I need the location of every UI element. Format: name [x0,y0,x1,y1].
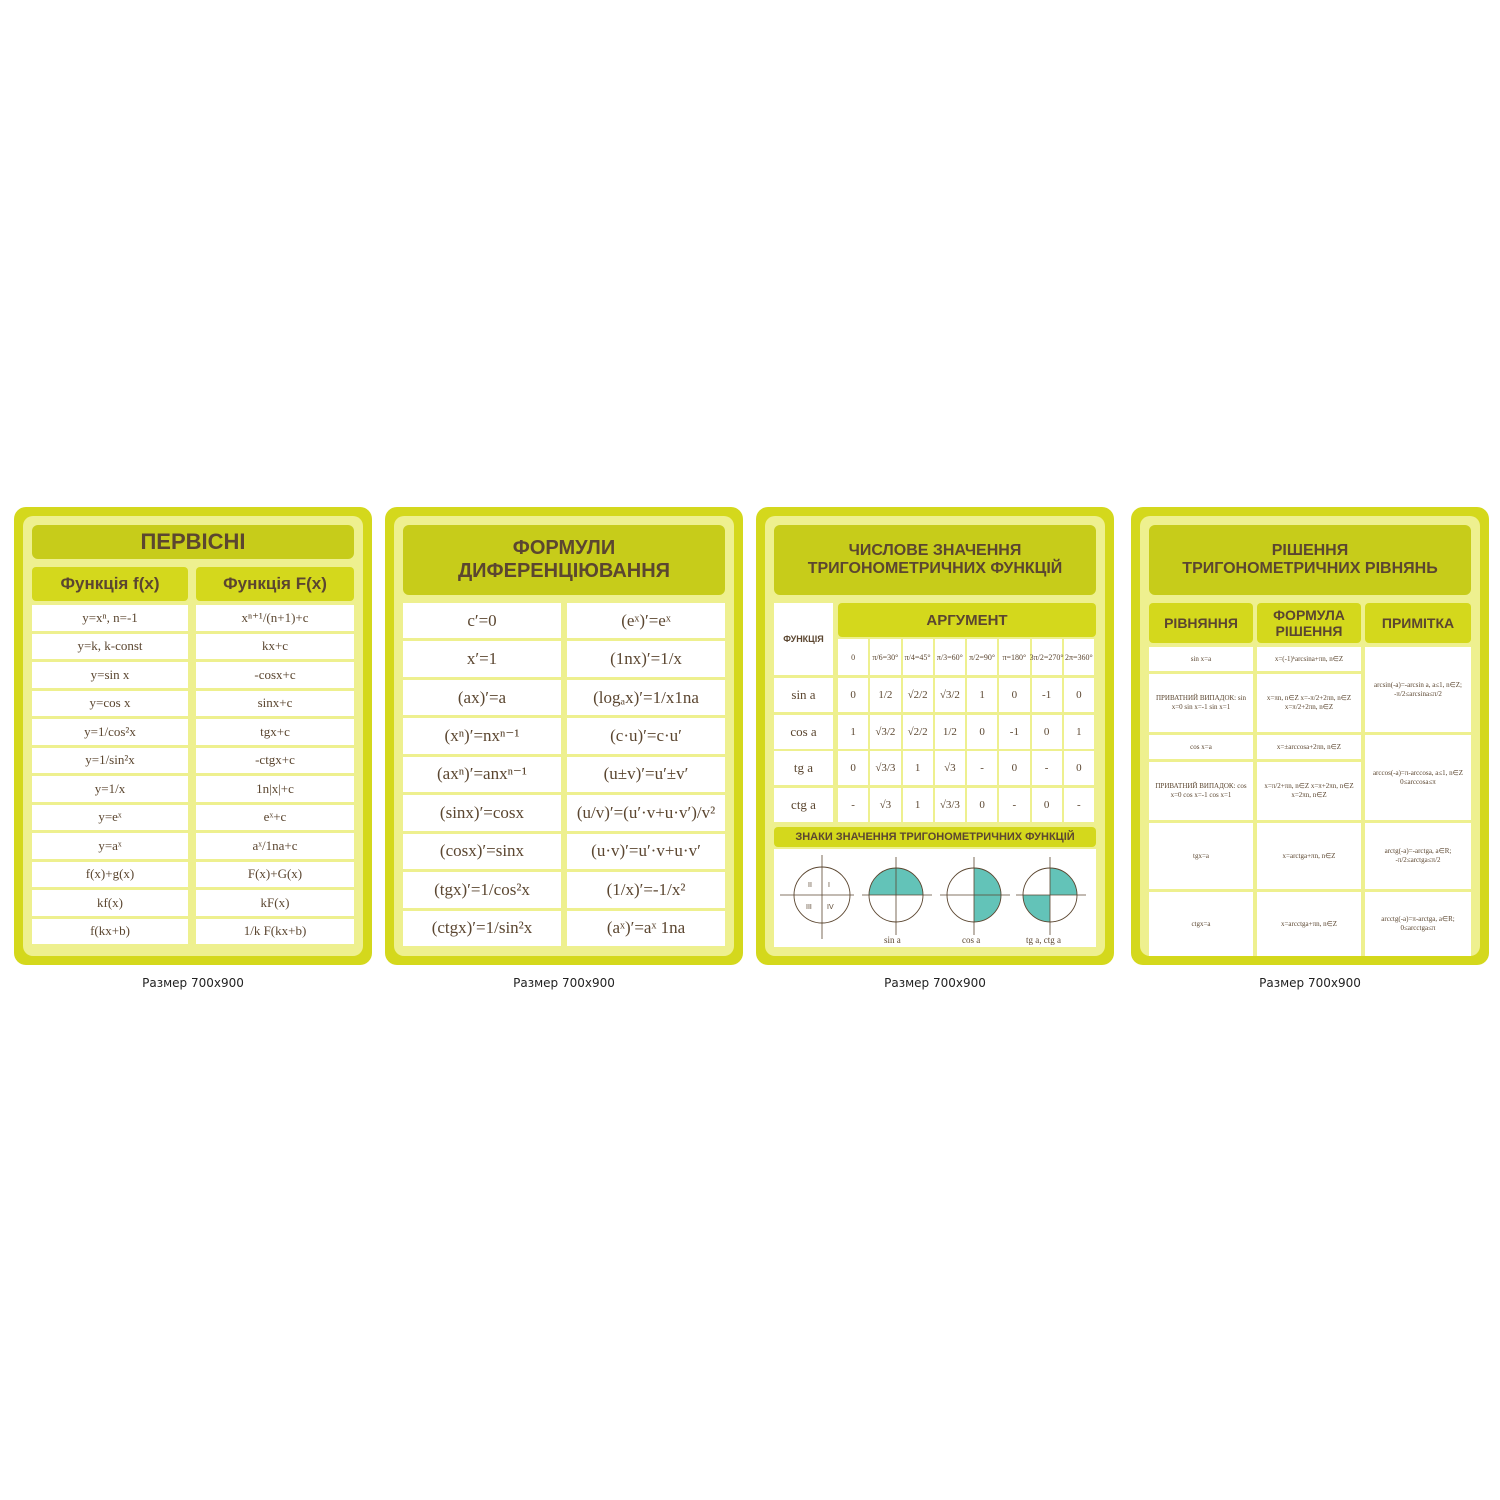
formula-cell: x=arctga+πn, n∈Z [1257,823,1361,889]
value-cell: 1/2 [935,715,965,749]
argument-header: АРГУМЕНТ [838,603,1096,637]
caption: Размер 700x900 [1259,976,1361,990]
signs-panel [774,849,1096,947]
note-cell: arctg(-a)=-arctga, a∈R; -π/2≤arctga≤π/2 [1365,823,1471,889]
value-cell: 0 [838,751,868,785]
title-line-1: ФОРМУЛИ [512,537,616,559]
poster-title [774,525,1096,595]
argument-cell: π/6=30° [870,639,900,675]
circle-tg-ctg [1016,857,1086,945]
derivative-cell: (ctgx)′=1/sin²x [403,911,561,946]
formula-cell: x=πn, n∈Z x=-π/2+2πn, n∈Z x=π/2+2πn, n∈Z [1257,674,1361,732]
formula-cell: eˣ+c [196,805,354,831]
circle-label: tg a, ctg a [1026,935,1061,945]
caption: Размер 700x900 [142,976,244,990]
value-cell: 1 [903,788,933,822]
formula-cell: x=±arccosa+2πn, n∈Z [1257,735,1361,759]
column-antiderivatives [196,605,354,947]
derivative-cell: (sinx)′=cosx [403,795,561,830]
value-cell: 0 [999,751,1029,785]
derivative-cell: (aˣ)′=aˣ 1na [567,911,725,946]
derivative-cell: (tgx)′=1/cos²x [403,872,561,907]
col-header-Fx: Функція F(x) [196,567,354,601]
quadrant-label: III [806,904,812,911]
note-cell: arcsin(-a)=-arcsin a, a≤1, n∈Z; -π/2≤arcsina≤π/2 [1365,647,1471,732]
function-header: ФУНКЦІЯ [774,603,833,675]
formula-cell: xⁿ⁺¹/(n+1)+c [196,605,354,631]
derivative-cell: c′=0 [403,603,561,638]
value-cell: 1 [1064,715,1094,749]
poster-title: ПЕРВІСНІ [32,525,354,559]
formula-cell: kf(x) [32,890,188,916]
formula-cell: y=aˣ [32,833,188,859]
value-cell: - [1064,788,1094,822]
formula-cell: tgx+c [196,719,354,745]
value-cell: 0 [838,678,868,712]
note-cell: arcctg(-a)=π-arctga, a∈R; 0≤arcctga≤π [1365,892,1471,956]
equation-cell: sin x=a [1149,647,1253,671]
title-line-2: ДИФЕРЕНЦІЮВАННЯ [457,560,671,582]
title-line-1: РІШЕННЯ [1271,541,1349,559]
circle-label: sin a [884,935,901,945]
formula-cell: y=1/x [32,776,188,802]
formula-cell: kx+c [196,634,354,660]
quadrant-label: II [808,882,812,889]
column-functions [32,605,188,947]
column-derivatives-left [403,603,561,949]
formula-cell: -ctgx+c [196,748,354,774]
value-cell: √3 [870,788,900,822]
formula-cell: f(x)+g(x) [32,862,188,888]
value-cell: - [1032,751,1062,785]
derivative-cell: (logₐx)′=1/x1na [567,680,725,715]
title-line-2: ТРИГОНОМЕТРИЧНИХ РІВНЯНЬ [1182,560,1438,577]
formula-cell: aˣ/1na+c [196,833,354,859]
header-equation: РІВНЯННЯ [1149,603,1253,643]
circle-sin [862,857,932,945]
value-cell: √2/2 [903,715,933,749]
value-cell: √3/3 [935,788,965,822]
function-name-cell: tg a [774,751,833,785]
formula-cell: y=1/cos²x [32,719,188,745]
formula-cell: y=sin x [32,662,188,688]
formula-cell: f(kx+b) [32,919,188,945]
header-formula: ФОРМУЛА РІШЕННЯ [1257,603,1361,643]
value-cell: -1 [1032,678,1062,712]
poster-trig-values [756,507,1114,965]
function-name-cell: ctg a [774,788,833,822]
formula-cell: x=arcctga+πn, n∈Z [1257,892,1361,956]
value-cell: 0 [1064,678,1094,712]
quadrant-label: IV [827,904,834,911]
value-cell: 0 [1032,715,1062,749]
argument-cell: 2π=360° [1064,639,1094,675]
unit-circles [774,849,1096,947]
argument-cell: π=180° [999,639,1029,675]
derivative-cell: (1/x)′=-1/x² [567,872,725,907]
equation-cell: ctgx=a [1149,892,1253,956]
formula-cell: y=xⁿ, n=-1 [32,605,188,631]
quadrant-label: I [828,882,830,889]
circle-cos [940,857,1010,945]
formula-cell: 1n|x|+c [196,776,354,802]
argument-cell: 0 [838,639,868,675]
value-cell: √3/2 [870,715,900,749]
formula-cell: x=(-1)ᵏarcsina+πn, n∈Z [1257,647,1361,671]
derivative-cell: (1nx)′=1/x [567,641,725,676]
formula-cell: x=π/2+πn, n∈Z x=π+2πn, n∈Z x=2πn, n∈Z [1257,762,1361,820]
value-cell: √3 [935,751,965,785]
argument-cell: 3π/2=270° [1032,639,1062,675]
value-cell: √3/3 [870,751,900,785]
value-cell: -1 [999,715,1029,749]
derivative-cell: (u·v)′=u′·v+u·v′ [567,834,725,869]
derivative-cell: (c·u)′=c·u′ [567,718,725,753]
poster-title [1149,525,1471,595]
note-cell: arccos(-a)=π-arccosa, a≤1, n∈Z 0≤arccosa≤π [1365,735,1471,820]
header-note: ПРИМІТКА [1365,603,1471,643]
signs-title: ЗНАКИ ЗНАЧЕННЯ ТРИГОНОМЕТРИЧНИХ ФУНКЦІЙ [774,827,1096,847]
value-cell: 0 [967,715,997,749]
equation-cell: cos x=a [1149,735,1253,759]
derivative-cell: x′=1 [403,641,561,676]
equation-cell: ПРИВАТНИЙ ВИПАДОК: cos x=0 cos x=-1 cos x=1 [1149,762,1253,820]
function-name-cell: cos a [774,715,833,749]
equation-cell: tgx=a [1149,823,1253,889]
title-line-2: ТРИГОНОМЕТРИЧНИХ ФУНКЦІЙ [807,560,1063,577]
value-cell: 1/2 [870,678,900,712]
poster-trig-equations [1131,507,1489,965]
argument-cell: π/2=90° [967,639,997,675]
derivative-cell: (axⁿ)′=anxⁿ⁻¹ [403,757,561,792]
derivative-cell: (xⁿ)′=nxⁿ⁻¹ [403,718,561,753]
formula-cell: y=k, k-const [32,634,188,660]
formula-cell: -cosx+c [196,662,354,688]
circle-quadrants [780,855,854,939]
value-cell: - [999,788,1029,822]
circle-label: cos a [962,935,981,945]
equation-cell: ПРИВАТНИЙ ВИПАДОК: sin x=0 sin x=-1 sin x=1 [1149,674,1253,732]
formula-cell: 1/k F(kx+b) [196,919,354,945]
derivative-cell: (ax)′=a [403,680,561,715]
derivative-cell: (eˣ)′=eˣ [567,603,725,638]
value-cell: √3/2 [935,678,965,712]
value-cell: 0 [999,678,1029,712]
value-cell: 1 [967,678,997,712]
value-cell: 1 [903,751,933,785]
caption: Размер 700x900 [884,976,986,990]
poster-pervisni [14,507,372,965]
poster-title [403,525,725,595]
derivative-cell: (u/v)′=(u′·v+u·v′)/v² [567,795,725,830]
derivative-cell: (u±v)′=u′±v′ [567,757,725,792]
caption: Размер 700x900 [513,976,615,990]
title-line-1: ЧИСЛОВЕ ЗНАЧЕННЯ [848,541,1022,559]
value-cell: 1 [838,715,868,749]
formula-cell: kF(x) [196,890,354,916]
formula-cell: y=1/sin²x [32,748,188,774]
col-header-fx: Функція f(x) [32,567,188,601]
formula-cell: y=cos x [32,691,188,717]
formula-cell: y=eˣ [32,805,188,831]
value-cell: 0 [1032,788,1062,822]
formula-cell: F(x)+G(x) [196,862,354,888]
argument-cell: π/3=60° [935,639,965,675]
poster-differentiation [385,507,743,965]
value-cell: 0 [1064,751,1094,785]
value-cell: 0 [967,788,997,822]
column-derivatives-right [567,603,725,949]
function-name-cell: sin a [774,678,833,712]
derivative-cell: (cosx)′=sinx [403,834,561,869]
value-cell: √2/2 [903,678,933,712]
value-cell: - [838,788,868,822]
formula-cell: sinx+c [196,691,354,717]
argument-cell: π/4=45° [903,639,933,675]
value-cell: - [967,751,997,785]
